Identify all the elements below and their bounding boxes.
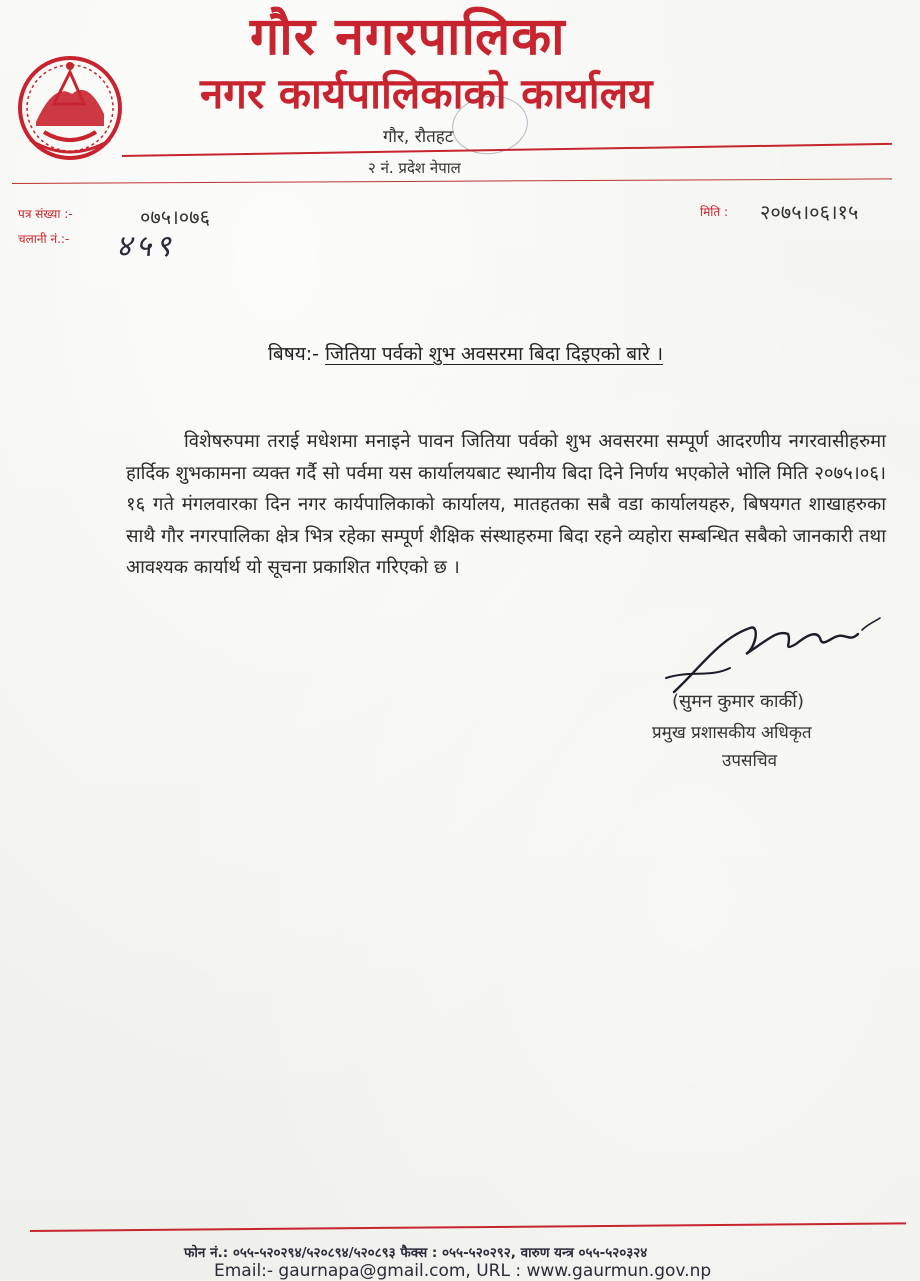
miti-label: मिति : (700, 205, 729, 219)
notice-body (126, 426, 886, 584)
patra-sankhya-label: पत्र संख्या :- (18, 207, 73, 221)
patra-sankhya-value: ०७५।०७६ (140, 205, 210, 229)
nepal-emblem-icon (14, 52, 126, 164)
footer-email-url: Email:- gaurnapa@gmail.com, URL : www.gaurmun.gov.np (214, 1261, 712, 1281)
notice-paragraph: विशेषरुपमा तराई मधेशमा मनाइने पावन जितिया पर्वको शुभ अवसरमा सम्पूर्ण आदरणीय नगरवासीहरुमा हार्दिक शुभकामना व्यक्त गर्दै सो पर्वमा यस कार्यालयबाट स्थानीय बिदा दिने निर्णय भएकोले भोलि मिति २०७५।०६।१६ गते मंगलवारका दिन नगर कार्यपालिकाको कार्यालय, मातहतका सबै वडा कार्यालयहरु, बिषयगत शाखाहरुका साथै गौर नगरपालिका क्षेत्र भित्र रहेका सम्पूर्ण शैक्षिक संस्थाहरुमा बिदा रहने व्यहोरा सम्बन्धित सबैको जानकारी तथा आवश्यक कार्यार्थ यो सूचना प्रकाशित गरिएको छ । (126, 431, 886, 578)
signatory-name: (सुमन कुमार कार्की) (672, 691, 804, 712)
subject-text: जितिया पर्वको शुभ अवसरमा बिदा दिइएको बारे । (325, 343, 664, 365)
signatory-post: उपसचिव (722, 751, 778, 771)
handwritten-signature (660, 608, 886, 698)
chalani-value-handwritten: ४५९ (116, 229, 175, 264)
footer-phone-fax: फोन नं.: ०५५-५२०२९४/५२०८९४/५२०८९३ फैक्स : ०५५-५२०२९२, वारुण यन्त्र ०५५-५२०३२४ (184, 1245, 648, 1261)
subject-label: बिषय:- (268, 343, 320, 365)
header-rule-secondary (12, 178, 892, 184)
office-title: नगर कार्यपालिकाको कार्यालय (200, 69, 653, 118)
org-title: गौर नगरपालिका (250, 7, 566, 67)
subject-line (268, 340, 663, 366)
miti-value: २०७५।०६।१५ (760, 200, 859, 224)
chalani-label: चलानी नं.:- (18, 232, 70, 246)
office-address: गौर, रौतहट (383, 127, 454, 147)
signatory-title: प्रमुख प्रशासकीय अधिकृत (652, 723, 812, 743)
footer-rule (30, 1222, 906, 1232)
province-line: २ नं. प्रदेश नेपाल (368, 159, 461, 177)
